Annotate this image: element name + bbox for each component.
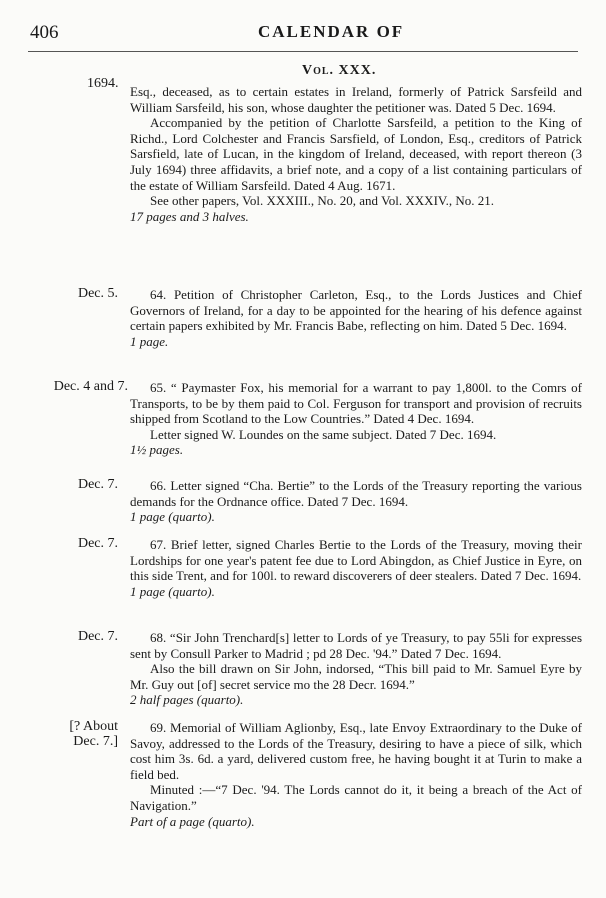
entry-para: Esq., deceased, as to certain estates in Ireland, formerly of Patrick Sarsfeild and William Sarsfeild, his son, whose daughter the petitioner was. Dated 5 Dec. 1694. [130,84,582,115]
entry-continuation [130,84,582,224]
entry-para: See other papers, Vol. XXXIII., No. 20, and Vol. XXXIV., No. 21. [150,193,494,209]
entry-64 [130,287,582,349]
entry-pages: Part of a page (quarto). [130,813,255,829]
entry-para: 68. “Sir John Trenchard[s] letter to Lords of ye Treasury, to pay 55li for expresses sent by Consull Parker to Madrid ; pd 28 Dec. '94.” Dated 7 Dec. 1694. [130,630,582,661]
entry-pages: 1½ pages. [130,442,184,458]
entry-para: 64. Petition of Christopher Carleton, Esq., to the Lords Justices and Chief Governors of Ireland, for a day to be appointed for the hearing of his defence against certain papers exhibited by Mr. Francis Babe, reflecting on him. Dated 5 Dec. 1694. [130,287,582,334]
page-number: 406 [30,22,59,43]
entry-date: [? About Dec. 7.] [69,719,118,749]
entry-date: Dec. 7. [77,536,118,551]
entry-para: 69. Memorial of William Aglionby, Esq., late Envoy Extraordinary to the Duke of Savoy, addressed to the Lords of the Treasury, desiring to have a piece of silk, which cost him 3s. 6d. a yard, delivered custom free, he having bought it at Turin to make a field bed. [130,720,582,782]
volume-label: Vol. XXX. [302,63,377,78]
entry-para: 65. “ Paymaster Fox, his memorial for a warrant to pay 1,800l. to the Comrs of Transports, to be by them paid to Col. Ferguson for transport and provision of recruits shipped from Scotland to the Low Countries.” Dated 4 Dec. 1694. [130,380,582,427]
header-rule [28,51,578,52]
entry-66 [130,478,582,525]
entry-para: Also the bill drawn on Sir John, indorsed, “This bill paid to Mr. Samuel Eyre by Mr. Guy out [of] secret service mo the 28 Decr. 1694.” [130,661,582,692]
entry-pages: 1 page (quarto). [130,583,215,599]
entry-67 [130,537,582,599]
entry-68 [130,630,582,708]
entry-69 [130,720,582,829]
entry-para: 66. Letter signed “Cha. Bertie” to the Lords of the Treasury reporting the various demands for the Ordnance office. Dated 7 Dec. 1694. [130,478,582,509]
entry-pages: 17 pages and 3 halves. [130,208,249,224]
entry-para: Letter signed W. Loundes on the same subject. Dated 7 Dec. 1694. [150,426,497,442]
entry-pages: 2 half pages (quarto). [130,692,244,708]
entry-date: Dec. 7. [77,477,118,492]
year-margin: 1694. [87,76,119,91]
entry-para: Accompanied by the petition of Charlotte Sarsfeild, a petition to the King of Richd., Lord Colchester and Francis Sarsfield, of London, Esq., creditors of Patrick Sarsfield, late of Lucan, in the kingdom of Ireland, deceased, with report thereon (3 July 1694) three affidavits, a brief note, and a copy of a list containing particulars of the estate of William Sarsfeild. Dated 4 Aug. 1671. [130,115,582,193]
running-title: CALENDAR OF [258,22,405,41]
entry-para: 67. Brief letter, signed Charles Bertie to the Lords of the Treasury, moving their Lordships for one year's patent fee due to Lord Abingdon, as Chief Justice in Eyre, on this side Trent, and for 100l. to reward discoverers of deer stealers. Dated 7 Dec. 1694. [130,537,582,584]
entry-pages: 1 page. [130,333,169,349]
entry-para: Minuted :—“7 Dec. '94. The Lords cannot do it, it being a breach of the Act of Navigation.” [130,782,582,813]
entry-date: Dec. 4 and 7. [53,379,128,394]
entry-pages: 1 page (quarto). [130,509,215,525]
entry-65 [130,380,582,458]
entry-date: Dec. 7. [77,629,118,644]
entry-date: Dec. 5. [77,286,118,301]
